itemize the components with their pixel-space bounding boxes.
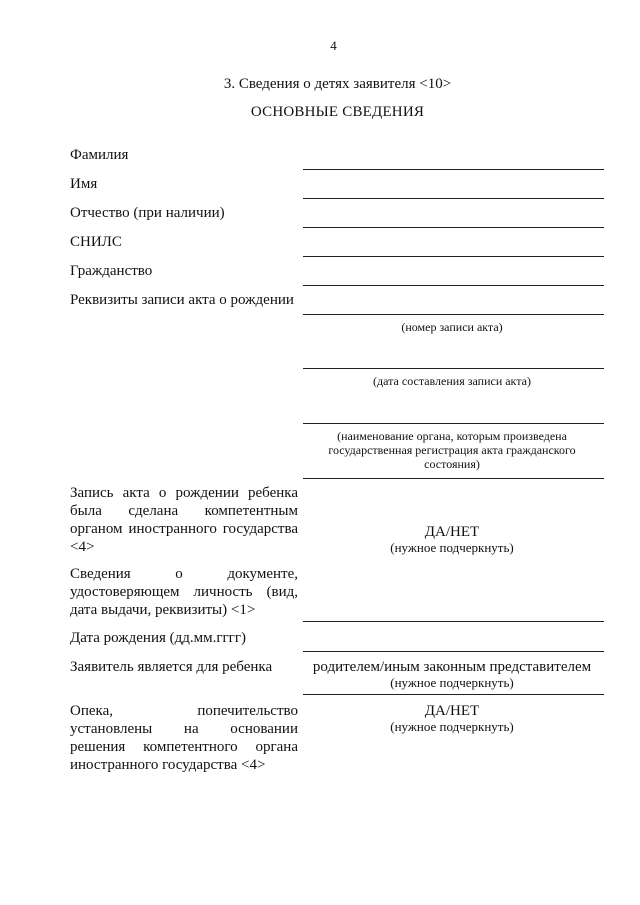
identity-document-input-line[interactable] [303,621,604,622]
birth-date-input-line[interactable] [303,651,604,652]
guardianship-answer[interactable]: ДА/НЕТ [424,703,480,719]
record-date-caption: (дата составления записи акта) [373,374,531,388]
record-date-input-line[interactable] [303,368,604,369]
subsection-title: ОСНОВНЫЕ СВЕДЕНИЯ [250,104,425,120]
page-number: 4 [330,38,337,53]
guardianship-label: Опека, попечительство установлены на основании решения компетентного органа иностранного государства <4> [70,703,298,773]
surname-input-line[interactable] [303,169,604,170]
applicant-role-label: Заявитель является для ребенка [70,659,273,675]
foreign-record-answer[interactable]: ДА/НЕТ [424,524,480,540]
applicant-role-answer[interactable]: родителем/иным законным представителем [312,659,592,675]
patronymic-label: Отчество (при наличии) [70,205,225,221]
citizenship-input-line[interactable] [303,285,604,286]
record-number-caption: (номер записи акта) [401,320,503,334]
applicant-role-rule [303,694,604,695]
identity-document-label: Сведения о документе, удостоверяющем личность (вид, дата выдачи, реквизиты) <1> [70,566,298,618]
registry-office-input-line[interactable] [303,423,604,424]
name-label: Имя [70,176,98,192]
foreign-record-label: Запись акта о рождении ребенка была сделана компетентным органом иностранного государства <4> [70,485,298,555]
registry-office-bottom-rule [303,478,604,479]
record-number-input-line[interactable] [303,314,604,315]
name-input-line[interactable] [303,198,604,199]
birth-record-label: Реквизиты записи акта о рождении [70,292,294,308]
guardianship-hint: (нужное подчеркнуть) [390,719,514,734]
patronymic-input-line[interactable] [303,227,604,228]
registry-office-caption: (наименование органа, которым произведена государственная регистрация акта гражданского состояния) [328,429,576,471]
section-title: 3. Сведения о детях заявителя <10> [223,76,452,92]
birth-date-label: Дата рождения (дд.мм.гггг) [70,630,246,646]
snils-label: СНИЛС [70,234,122,250]
citizenship-label: Гражданство [70,263,153,279]
applicant-role-hint: (нужное подчеркнуть) [390,675,514,690]
surname-label: Фамилия [70,147,129,163]
snils-input-line[interactable] [303,256,604,257]
foreign-record-hint: (нужное подчеркнуть) [390,540,514,555]
